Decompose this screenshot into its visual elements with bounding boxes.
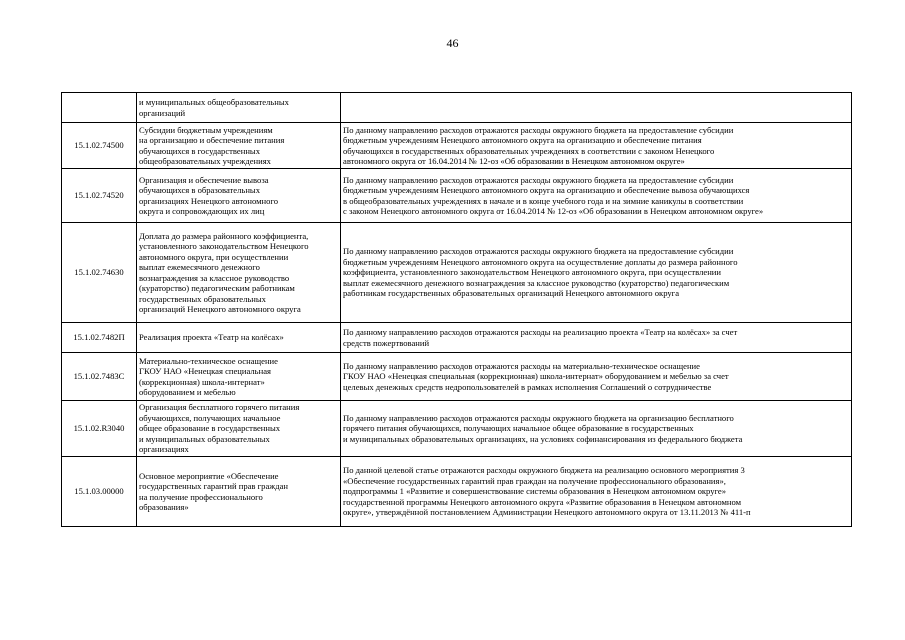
description-cell [341, 169, 852, 223]
description-line: выплат ежемесячного денежного вознаграждения за классное руководство (кураторство) педагогическим [343, 277, 730, 288]
description-line: автономного округа от 16.04.2014 № 12-оз «Об образовании в Ненецком автономном округе» [343, 156, 685, 166]
description-cell [341, 401, 852, 457]
name-line: организациях [139, 444, 189, 455]
description-line: горячего питания обучающихся, получающих начальное общее образование в государственных [343, 423, 694, 434]
description-line: средств пожертвований [343, 337, 430, 348]
description-line: и муниципальных образовательных организациях, на условиях софинансирования из федерального бюджета [343, 433, 743, 444]
description-line: бюджетным учреждениям Ненецкого автономного округа на организацию и обеспечение вывоза обучающихся [343, 185, 750, 195]
code-cell: 15.1.03.00000 [62, 457, 137, 527]
name-line: образования» [139, 502, 189, 512]
code-cell [62, 93, 137, 123]
description-line: По данному направлению расходов отражаются расходы окружного бюджета на предоставление субсидии [343, 124, 734, 135]
name-line: обучающихся в образовательных [139, 185, 260, 195]
name-line: выплат ежемесячного денежного [139, 262, 260, 272]
description-line: «Обеспечение государственных гарантий прав граждан на получение профессионального образования», [343, 475, 726, 486]
name-line: Материально-техническое оснащение [139, 355, 278, 366]
code-cell: 15.1.02.74520 [62, 169, 137, 223]
description-line: государственной программы Ненецкого автономного округа «Развитие образования в Ненецком автономном [343, 496, 742, 507]
description-cell [341, 353, 852, 401]
budget-classification-table [61, 92, 852, 527]
name-line: (коррекционная) школа-интернат» [139, 376, 265, 387]
code-cell: 15.1.02.R3040 [62, 401, 137, 457]
description-line: с законом Ненецкого автономного округа от 16.04.2014 № 12-оз «Об образовании в Ненецком автономном округе» [343, 206, 764, 216]
description-line: работникам государственных образовательных организаций Ненецкого автономного округа [343, 288, 680, 299]
name-line: Субсидии бюджетным учреждениям [139, 124, 273, 135]
name-line: организаций Ненецкого автономного округа [139, 304, 301, 314]
code-cell: 15.1.02.7482П [62, 323, 137, 353]
description-line: По данному направлению расходов отражаются расходы окружного бюджета на организацию бесплатного [343, 412, 734, 423]
name-line: оборудованием и мебелью [139, 387, 236, 397]
name-line: Основное мероприятие «Обеспечение [139, 470, 279, 481]
name-line: обучающихся, получающих начальное [139, 412, 281, 423]
description-cell [341, 323, 852, 353]
code-cell: 15.1.02.7483С [62, 353, 137, 401]
name-cell [137, 169, 341, 223]
description-line: По данному направлению расходов отражаются расходы на материально-техническое оснащение [343, 360, 700, 371]
name-line: на получение профессионального [139, 491, 263, 502]
description-line: По данной целевой статье отражаются расходы окружного бюджета на реализацию основного мероприятия 3 [343, 465, 745, 476]
name-line: общее образование в государственных [139, 423, 281, 434]
table-row [62, 123, 852, 169]
name-line: обучающихся в государственных [139, 145, 261, 156]
description-line: округе», утверждённой постановлением Администрации Ненецкого автономного округа от 13.11.2013 № 411-п [343, 507, 751, 518]
name-line: округа и сопровождающих их лиц [139, 206, 265, 216]
name-line: вознаграждения за классное руководство [139, 272, 290, 283]
description-line: По данному направлению расходов отражаются расходы на реализацию проекта «Театр на колёсах» за счет [343, 327, 738, 337]
page-number: 46 [446, 36, 459, 50]
name-line: Организация бесплатного горячего питания [139, 402, 300, 413]
name-line: и муниципальных общеобразовательных [139, 97, 289, 107]
description-cell [341, 123, 852, 169]
description-line: По данному направлению расходов отражаются расходы окружного бюджета на предоставление субсидии [343, 246, 734, 257]
description-line: подпрограммы 1 «Развитие и совершенствование системы образования в Ненецком автономном округе» [343, 486, 727, 497]
table-row [62, 93, 852, 123]
name-cell [137, 123, 341, 169]
name-cell [137, 93, 341, 123]
name-line: установленного законодательством Ненецкого [139, 241, 309, 251]
name-cell [137, 323, 341, 353]
name-line: на организацию и обеспечение питания [139, 135, 285, 145]
table-row [62, 353, 852, 401]
description-line: обучающихся в государственных образовательных учреждениях в соответствии с законом Ненецкого [343, 145, 715, 156]
name-line: автономного округа, при осуществлении [139, 251, 289, 262]
name-line: государственных образовательных [139, 293, 266, 304]
name-line: организациях Ненецкого автономного [139, 195, 279, 206]
name-line: (кураторство) педагогическим работникам [139, 283, 295, 293]
description-line: бюджетным учреждениям Ненецкого автономного округа на организацию и обеспечение питания [343, 135, 702, 145]
description-line: целевых денежных средств недропользователей в рамках исполнения Соглашений о сотрудничестве [343, 381, 712, 392]
name-line: и муниципальных образовательных [139, 433, 270, 444]
name-line: Доплата до размера районного коэффициента, [139, 230, 309, 241]
name-line: Реализация проекта «Театр на колёсах» [139, 332, 284, 343]
table-row [62, 169, 852, 223]
code-cell: 15.1.02.74630 [62, 223, 137, 323]
name-line: ГКОУ НАО «Ненецкая специальная [139, 366, 271, 376]
description-cell [341, 93, 852, 123]
description-cell [341, 223, 852, 323]
code-cell: 15.1.02.74500 [62, 123, 137, 169]
name-line: общеобразовательных учреждениях [139, 156, 271, 166]
name-cell [137, 353, 341, 401]
table-row [62, 323, 852, 353]
name-cell [137, 401, 341, 457]
name-cell [137, 223, 341, 323]
description-cell [341, 457, 852, 527]
description-line: коэффициента, установленного законодательством Ненецкого автономного округа, при осуществлении [343, 267, 721, 278]
table-row [62, 401, 852, 457]
name-line: организаций [139, 107, 186, 118]
table-row [62, 457, 852, 527]
description-line: бюджетным учреждениям Ненецкого автономного округа на осуществление доплаты до размера районного [343, 256, 738, 267]
description-line: в общеобразовательных учреждениях в начале и в конце учебного года и на зимние каникулы в соответствии [343, 195, 744, 206]
table-row [62, 223, 852, 323]
description-line: ГКОУ НАО «Ненецкая специальная (коррекционная) школа-интернат» оборудованием и мебелью за счет [343, 371, 729, 382]
name-cell [137, 457, 341, 527]
name-line: Организация и обеспечение вывоза [139, 174, 269, 185]
name-line: государственных гарантий прав граждан [139, 481, 288, 491]
description-line: По данному направлению расходов отражаются расходы окружного бюджета на предоставление субсидии [343, 174, 734, 185]
